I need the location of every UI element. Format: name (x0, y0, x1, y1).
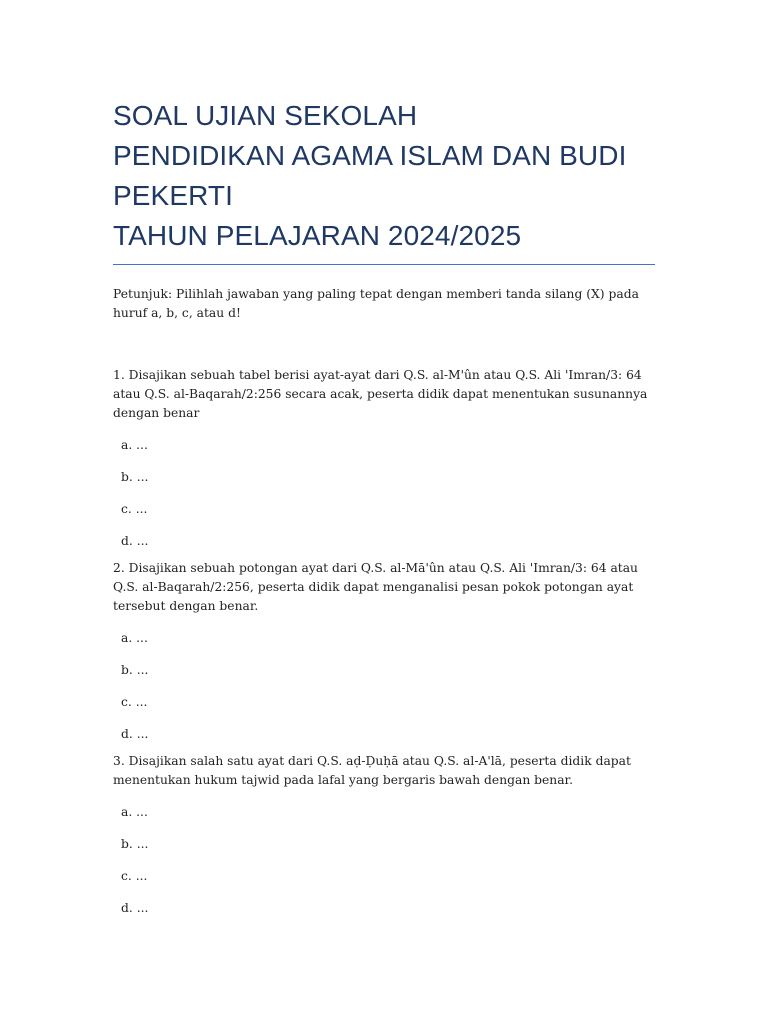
option-b: b. ... (121, 663, 149, 677)
option-c: c. ... (121, 695, 148, 709)
option-a: a. ... (121, 631, 148, 645)
option-a: a. ... (121, 805, 148, 819)
document-page (113, 96, 655, 918)
option-b: b. ... (121, 837, 149, 851)
title-line-3: PEKERTI (113, 180, 234, 211)
title-line-2: PENDIDIKAN AGAMA ISLAM DAN BUDI (113, 140, 627, 171)
title-divider (113, 264, 655, 265)
instruction-text: Petunjuk: Pilihlah jawaban yang paling tepat dengan memberi tanda silang (X) pada huruf a, b, c, atau d! (113, 287, 639, 320)
question-1-options (113, 436, 655, 551)
option-c: c. ... (121, 502, 148, 516)
option-a: a. ... (121, 438, 148, 452)
question-block-1 (113, 366, 655, 551)
question-2-text: 2. Disajikan sebuah potongan ayat dari Q.S. al-Mā'ûn atau Q.S. Ali 'Imran/3: 64 atau Q.S. al-Baqarah/2:256, peserta didik dapat menganalisi pesan pokok potongan ayat tersebut dengan benar. (113, 561, 638, 613)
title-line-4: TAHUN PELAJARAN 2024/2025 (113, 220, 522, 251)
option-b: b. ... (121, 470, 149, 484)
option-c: c. ... (121, 869, 148, 883)
document-title (113, 96, 655, 256)
question-3-text: 3. Disajikan salah satu ayat dari Q.S. aḍ-Ḍuḥā atau Q.S. al-A'lā, peserta didik dapat menentukan hukum tajwid pada lafal yang bergaris bawah dengan benar. (113, 754, 631, 787)
question-block-3 (113, 752, 655, 918)
option-d: d. ... (121, 901, 149, 915)
question-1-text: 1. Disajikan sebuah tabel berisi ayat-ayat dari Q.S. al-M'ûn atau Q.S. Ali 'Imran/3: 64 atau Q.S. al-Baqarah/2:256 secara acak, peserta didik dapat menentukan susunannya dengan benar (113, 368, 648, 420)
question-block-2 (113, 559, 655, 744)
question-2-options (113, 629, 655, 744)
option-d: d. ... (121, 534, 149, 548)
question-3-options (113, 803, 655, 918)
option-d: d. ... (121, 727, 149, 741)
title-line-1: SOAL UJIAN SEKOLAH (113, 100, 418, 131)
